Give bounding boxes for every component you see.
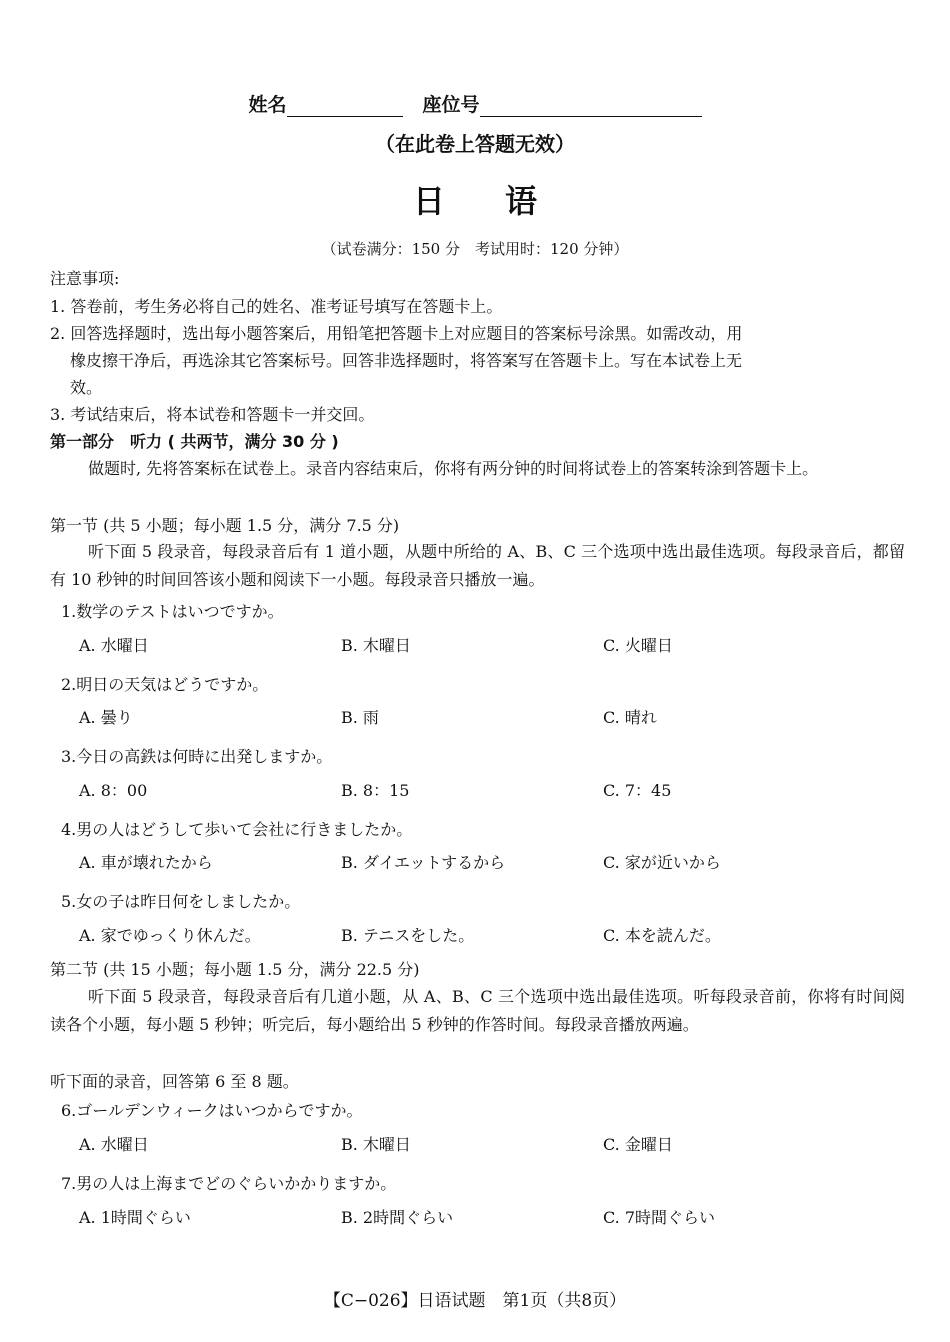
page-title: 日语 xyxy=(412,182,597,220)
note-item: 1. 答卷前，考生务必将自己的姓名、准考证号填写在答题卡上。 xyxy=(50,297,503,316)
part1-heading: 第一部分 听力 ( 共两节，满分 30 分 ) xyxy=(50,432,339,451)
option-a[interactable]: A. 1時間ぐらい xyxy=(79,1208,191,1227)
section2-heading: 第二节 (共 15 小题；每小题 1.5 分，满分 22.5 分) xyxy=(50,960,420,979)
option-c[interactable]: C. 家が近いから xyxy=(603,853,721,872)
option-c[interactable]: C. 晴れ xyxy=(603,708,657,727)
option-b[interactable]: B. 8：15 xyxy=(341,781,410,800)
option-a[interactable]: A. 水曜日 xyxy=(79,636,149,655)
section1-heading: 第一节 (共 5 小题；每小题 1.5 分，满分 7.5 分) xyxy=(50,516,400,535)
question-stem: 6.ゴールデンウィークはいつからですか。 xyxy=(61,1101,363,1120)
option-c[interactable]: C. 7時間ぐらい xyxy=(603,1208,716,1227)
option-a[interactable]: A. 水曜日 xyxy=(79,1135,149,1154)
option-c[interactable]: C. 火曜日 xyxy=(603,636,673,655)
option-a[interactable]: A. 車が壊れたから xyxy=(79,853,213,872)
option-a[interactable]: A. 8：00 xyxy=(79,781,148,800)
note-item: 效。 xyxy=(70,378,103,397)
seat-blank[interactable] xyxy=(480,96,702,117)
question-stem: 7.男の人は上海までどのぐらいかかりますか。 xyxy=(61,1174,397,1193)
question-stem: 2.明日の天気はどうですか。 xyxy=(61,675,269,694)
group-note: 听下面的录音，回答第 6 至 8 题。 xyxy=(50,1072,299,1091)
seat-label: 座位号 xyxy=(422,94,480,116)
option-c[interactable]: C. 7：45 xyxy=(603,781,672,800)
option-c[interactable]: C. 金曜日 xyxy=(603,1135,673,1154)
question-stem: 3.今日の高鉄は何時に出発しますか。 xyxy=(61,747,333,766)
question-stem: 5.女の子は昨日何をしましたか。 xyxy=(61,892,301,911)
question-stem: 1.数学のテストはいつですか。 xyxy=(61,602,284,621)
option-b[interactable]: B. ダイエットするから xyxy=(341,853,506,872)
section1-instructions: 听下面 5 段录音，每段录音后有 1 道小题，从题中所给的 A、B、C 三个选项中选出最佳选项。每段录音后，都留有 10 秒钟的时间回答该小题和阅读下一小题。每段录音只播放一遍。 xyxy=(50,542,905,589)
note-item: 2. 回答选择题时，选出每小题答案后，用铅笔把答题卡上对应题目的答案标号涂黑。如需改动，用 xyxy=(50,324,743,343)
option-c[interactable]: C. 本を読んだ。 xyxy=(603,926,721,945)
option-b[interactable]: B. 2時間ぐらい xyxy=(341,1208,454,1227)
page-footer: 【C−026】日语试题 第1页（共8页） xyxy=(323,1291,627,1311)
question-stem: 4.男の人はどうして歩いて会社に行きましたか。 xyxy=(61,820,413,839)
option-a[interactable]: A. 家でゆっくり休んだ。 xyxy=(79,926,261,945)
notes-heading: 注意事项: xyxy=(50,269,120,288)
option-b[interactable]: B. 木曜日 xyxy=(341,1135,411,1154)
candidate-info-line xyxy=(0,90,950,117)
option-b[interactable]: B. テニスをした。 xyxy=(341,926,475,945)
exam-info: （试卷满分：150 分 考试用时：120 分钟） xyxy=(321,240,629,258)
note-item: 3. 考试结束后，将本试卷和答题卡一并交回。 xyxy=(50,405,375,424)
option-b[interactable]: B. 木曜日 xyxy=(341,636,411,655)
invalid-note: （在此卷上答题无效） xyxy=(375,132,575,156)
name-blank[interactable] xyxy=(287,96,403,117)
part1-intro: 做题时, 先将答案标在试卷上。录音内容结束后，你将有两分钟的时间将试卷上的答案转涂到答题卡上。 xyxy=(88,459,819,478)
option-a[interactable]: A. 曇り xyxy=(79,708,133,727)
note-item: 橡皮擦干净后，再选涂其它答案标号。回答非选择题时，将答案写在答题卡上。写在本试卷上无 xyxy=(70,351,743,370)
name-label: 姓名 xyxy=(248,94,287,116)
section2-instructions: 听下面 5 段录音，每段录音后有几道小题，从 A、B、C 三个选项中选出最佳选项。听每段录音前，你将有时间阅读各个小题，每小题 5 秒钟；听完后，每小题给出 5 秒钟的作答时间。每段录音播放两遍。 xyxy=(50,987,905,1034)
option-b[interactable]: B. 雨 xyxy=(341,708,379,727)
